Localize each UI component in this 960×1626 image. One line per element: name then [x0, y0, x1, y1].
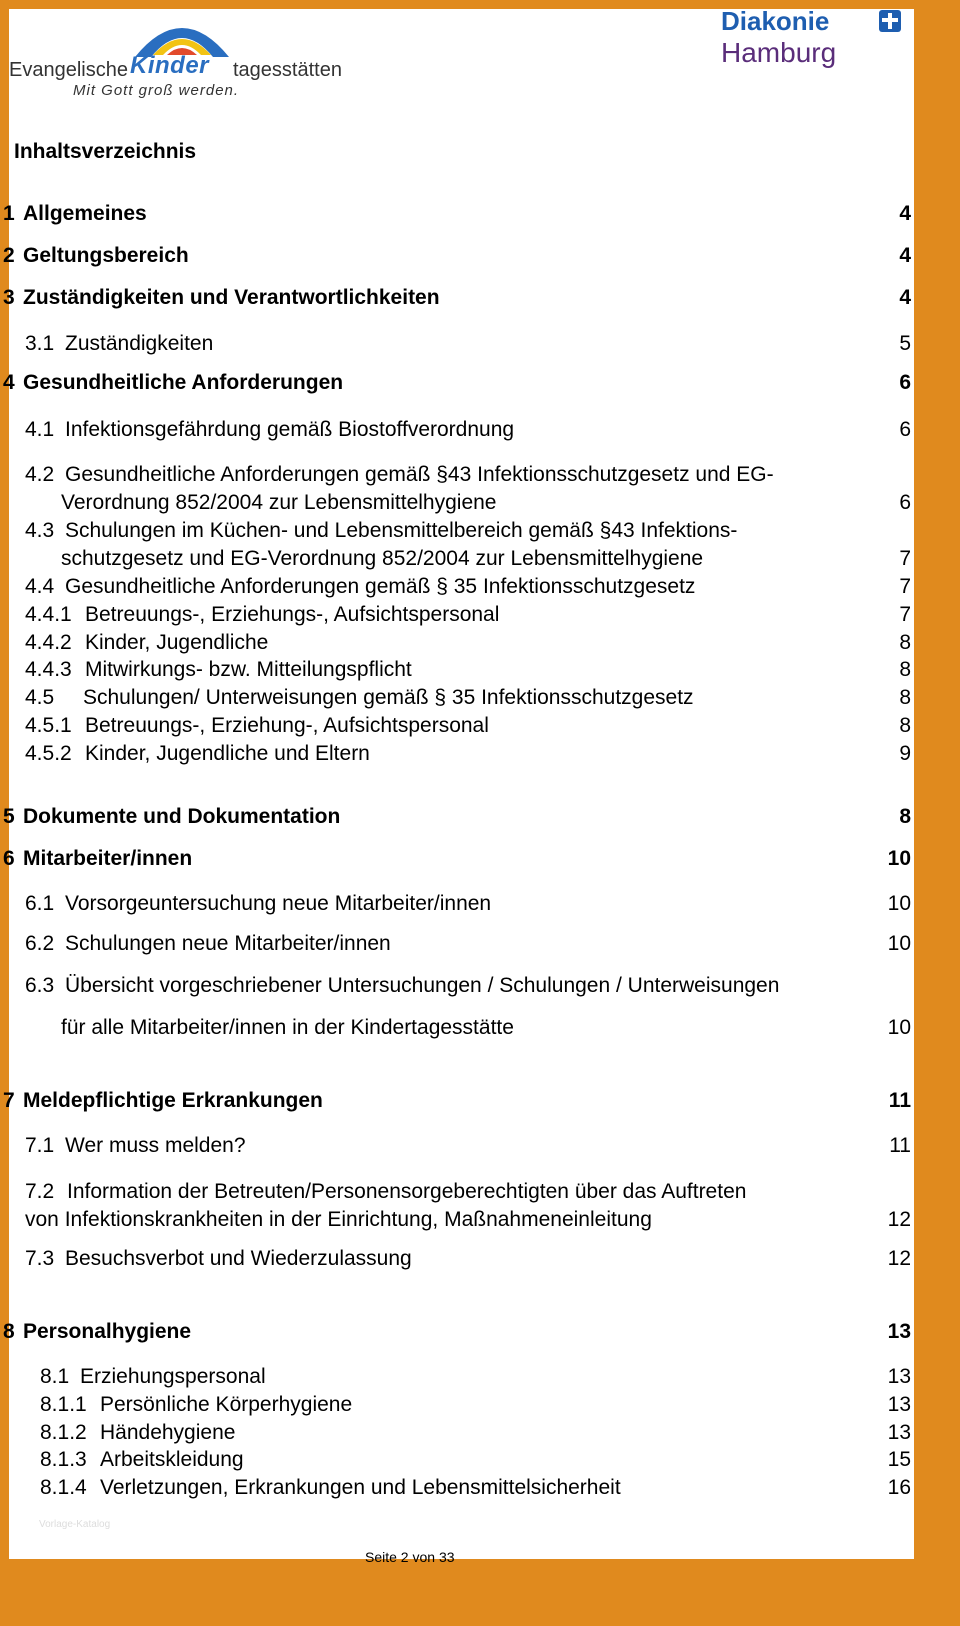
toc-entry-page: 10 [887, 932, 911, 955]
toc-entry-number: 3 [3, 286, 15, 309]
toc-entry-page: 15 [887, 1448, 911, 1471]
toc-entry-title: Zuständigkeiten und Verantwortlichkeiten [23, 286, 440, 309]
toc-entry-title: Persönliche Körperhygiene [100, 1393, 353, 1416]
toc-entry-number: 1 [3, 202, 15, 225]
toc-entry-title: Arbeitskleidung [100, 1448, 244, 1471]
toc-entry-title: Besuchsverbot und Wiederzulassung [65, 1247, 412, 1270]
toc-entry-title: Betreuungs-, Erziehungs-, Aufsichtspersonal [85, 603, 500, 626]
page-footer: Seite 2 von 33 [365, 1549, 455, 1565]
toc-entry-title: Personalhygiene [23, 1320, 192, 1343]
toc-entry-page: 6 [899, 418, 911, 441]
toc-entry-title: Kinder, Jugendliche und Eltern [85, 742, 370, 765]
toc-entry-title: Information der Betreuten/Personensorgeberechtigten über das Auftreten [67, 1180, 747, 1203]
toc-entry-title-continued: Verordnung 852/2004 zur Lebensmittelhygiene [61, 491, 497, 514]
toc-entry-number: 4.4.2 [25, 631, 72, 654]
toc-entry-page: 8 [899, 686, 911, 709]
toc-entry-number: 6.1 [25, 892, 55, 915]
toc-entry-number: 5 [3, 805, 15, 828]
toc-title: Inhaltsverzeichnis [14, 140, 197, 163]
toc-entry-page: 12 [887, 1208, 911, 1231]
toc-entry-title: Allgemeines [23, 202, 147, 225]
toc-entry-title-continued: schutzgesetz und EG-Verordnung 852/2004 zur Lebensmittelhygiene [61, 547, 704, 570]
toc-entry-title: Schulungen im Küchen- und Lebensmittelbereich gemäß §43 Infektions- [65, 519, 738, 542]
toc-entry-page: 8 [899, 658, 911, 681]
toc-entry-page: 6 [899, 491, 911, 514]
toc-entry-number: 8.1.4 [40, 1476, 87, 1499]
org-name-suffix: tagesstätten [233, 59, 342, 81]
toc-entry-title: Übersicht vorgeschriebener Untersuchungen / Schulungen / Unterweisungen [65, 974, 780, 997]
toc-entry-page: 11 [888, 1089, 911, 1112]
toc-entry-number: 4.4 [25, 575, 55, 598]
toc-entry-number: 7.3 [25, 1247, 55, 1270]
toc-entry-title: Meldepflichtige Erkrankungen [23, 1089, 323, 1112]
brand-city: Hamburg [721, 37, 837, 68]
diakonie-logo [721, 6, 914, 79]
toc-entry-title: Gesundheitliche Anforderungen [23, 371, 344, 394]
kita-logo [9, 9, 369, 109]
toc-entry-title: Geltungsbereich [23, 244, 189, 267]
toc-entry-page: 8 [899, 714, 911, 737]
toc-entry-title: Dokumente und Dokumentation [23, 805, 341, 828]
toc-entry-number: 8.1.2 [40, 1421, 87, 1444]
toc-entry-number: 8.1.1 [40, 1393, 87, 1416]
toc-entry-title: Händehygiene [100, 1421, 236, 1444]
toc-entry-page: 11 [889, 1134, 911, 1157]
toc-entry-page: 4 [899, 202, 911, 225]
toc-entry-page: 13 [887, 1421, 911, 1444]
toc-entry-title: Kinder, Jugendliche [85, 631, 269, 654]
toc-entry-page: 7 [899, 547, 911, 570]
toc-entry-title: Mitarbeiter/innen [23, 847, 193, 870]
toc-entry-page: 10 [887, 1016, 911, 1039]
toc-entry-title: Mitwirkungs- bzw. Mitteilungspflicht [85, 658, 412, 681]
org-name-prefix: Evangelische [9, 59, 128, 81]
toc-entry-title: Wer muss melden? [65, 1134, 246, 1157]
toc-entry-page: 13 [887, 1393, 911, 1416]
toc-entry-number: 4.2 [25, 463, 55, 486]
toc-entry-page: 4 [899, 286, 911, 309]
org-name-kinder: Kinder [130, 52, 210, 79]
toc-entry-title-continued: von Infektionskrankheiten in der Einrichtung, Maßnahmeneinleitung [25, 1208, 652, 1231]
toc-entry-number: 7.1 [25, 1134, 55, 1157]
toc-entry-page: 8 [899, 805, 911, 828]
toc-entry-number: 4.3 [25, 519, 55, 542]
toc-entry-number: 4.4.1 [25, 603, 72, 626]
toc-entry-number: 8.1 [40, 1365, 70, 1388]
toc-entry-title: Schulungen neue Mitarbeiter/innen [65, 932, 391, 955]
toc-entry-number: 8 [3, 1320, 15, 1343]
toc-entry-number: 6.2 [25, 932, 55, 955]
toc-entry-number: 6 [3, 847, 15, 870]
toc-entry-title: Zuständigkeiten [65, 332, 214, 355]
brand-name: Diakonie [721, 6, 830, 36]
toc-entry-title: Infektionsgefährdung gemäß Biostoffverordnung [65, 418, 515, 441]
toc-entry-title: Erziehungspersonal [80, 1365, 266, 1388]
toc-entry-page: 10 [887, 892, 911, 915]
cross-icon [879, 10, 901, 32]
document-page [3, 6, 914, 1565]
toc-entry-title: Vorsorgeuntersuchung neue Mitarbeiter/innen [65, 892, 492, 915]
toc-entry-page: 4 [899, 244, 911, 267]
toc-entry-title: Verletzungen, Erkrankungen und Lebensmittelsicherheit [100, 1476, 621, 1499]
toc-entry-number: 7 [3, 1089, 15, 1112]
toc-entry-page: 8 [899, 631, 911, 654]
toc-entry-number: 4.5.1 [25, 714, 72, 737]
toc-entry-number: 4.1 [25, 418, 55, 441]
toc-entry-page: 7 [899, 575, 911, 598]
toc-entry-number: 7.2 [25, 1180, 55, 1203]
toc-entry-number: 6.3 [25, 974, 55, 997]
toc-entry-number: 4.5 [25, 686, 55, 709]
toc-entry-title: Betreuungs-, Erziehung-, Aufsichtspersonal [85, 714, 489, 737]
toc-entry-number: 2 [3, 244, 15, 267]
toc-entry-number: 4.5.2 [25, 742, 72, 765]
toc-entry-page: 13 [887, 1365, 911, 1388]
toc-entry-number: 4.4.3 [25, 658, 72, 681]
toc-entry-title-continued: für alle Mitarbeiter/innen in der Kindertagesstätte [61, 1016, 514, 1039]
toc-entry-number: 8.1.3 [40, 1448, 87, 1471]
toc-entry-page: 9 [899, 742, 911, 765]
toc-entry-title: Schulungen/ Unterweisungen gemäß § 35 Infektionsschutzgesetz [83, 686, 694, 709]
toc-entry-page: 6 [899, 371, 911, 394]
toc-entry-title: Gesundheitliche Anforderungen gemäß §43 Infektionsschutzgesetz und EG- [65, 463, 774, 486]
watermark: Vorlage-Katalog [39, 1519, 111, 1530]
toc-entry-number: 4 [3, 371, 15, 394]
toc-entry-page: 5 [899, 332, 911, 355]
toc-entry-page: 10 [887, 847, 911, 870]
toc-entry-page: 7 [899, 603, 911, 626]
toc-entry-page: 16 [887, 1476, 911, 1499]
toc-entry-number: 3.1 [25, 332, 55, 355]
toc-entry-title: Gesundheitliche Anforderungen gemäß § 35 Infektionsschutzgesetz [65, 575, 696, 598]
toc-entry-page: 12 [887, 1247, 911, 1270]
toc-entry-page: 13 [887, 1320, 911, 1343]
motto: Mit Gott groß werden. [73, 82, 240, 99]
